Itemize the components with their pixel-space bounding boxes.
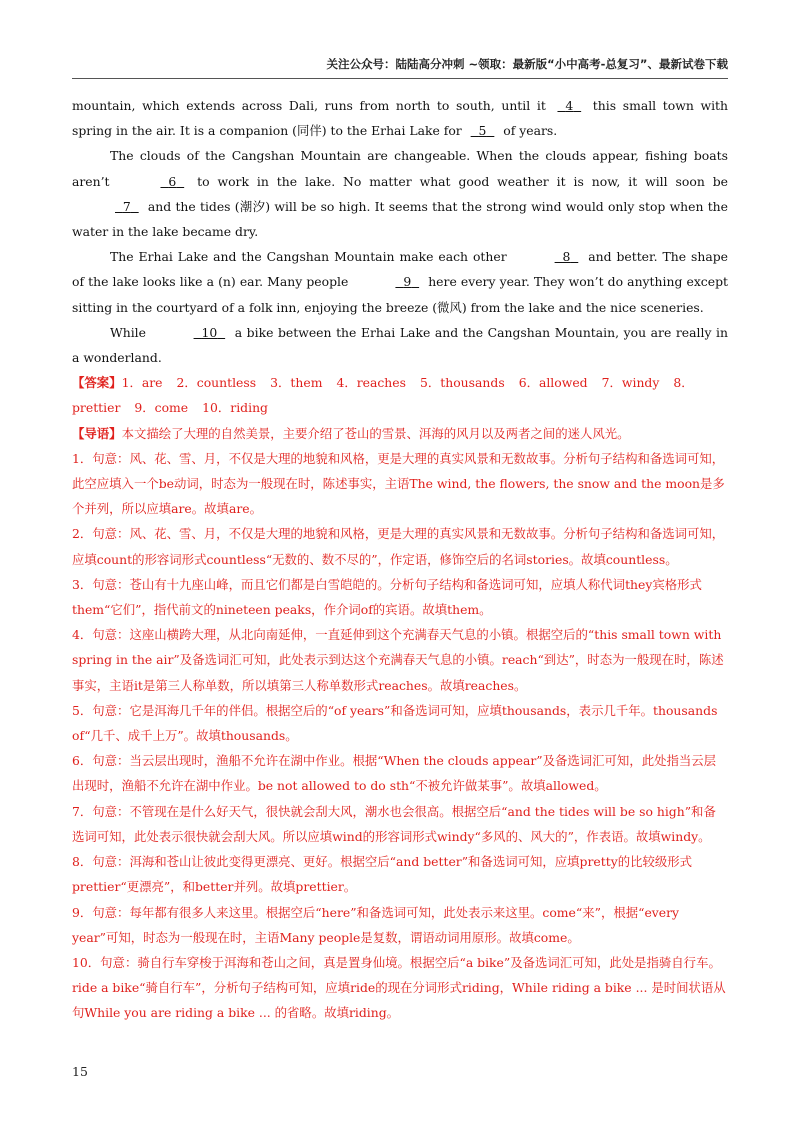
passage-text: The Erhai Lake and the Cangshan Mountain make each other	[110, 249, 512, 265]
explanation-item: 5．句意：它是洱海几千年的伴侣。根据空后的“of years”和备选词可知，应填thousands，表示几千年。thousands of“几千、成千上万”。故填thousands。	[72, 702, 718, 744]
passage-text: The clouds of the Cangshan Mountain are changeable. When the clouds appear, fishing boats aren’t	[72, 148, 728, 189]
explanation-item: 9．句意：每年都有很多人来这里。根据空后“here”和备选词可知，此处表示来这里。come“来”，根据“every year”可知，时态为一般现在时，主语Many people是复数，谓语动词用原形。故填come。	[72, 904, 680, 945]
passage-paragraph	[72, 93, 728, 143]
explanation-item: 2．句意：风、花、雪、月，不仅是大理的地貌和风格，更是大理的真实风景和无数故事。分析句子结构和备选词可知，应填count的形容词形式countless“无数的、数不尽的”，作定语，修饰空后的名词stories。故填countless。	[72, 526, 725, 567]
answer-item: 9．come	[134, 400, 189, 416]
passage-paragraph	[72, 244, 728, 320]
answer-blank: 5	[478, 123, 487, 139]
passage-text: While	[110, 324, 151, 340]
explanation-item: 8．句意：洱海和苍山让彼此变得更漂亮、更好。根据空后“and better”和备选词可知，应填pretty的比较级形式prettier“更漂亮”，和better并列。故填prettier。	[72, 854, 693, 895]
explanation-item: 7．句意：不管现在是什么好天气，很快就会刮大风，潮水也会很高。根据空后“and the tides will be so high”和备选词可知，此处表示很快就会刮大风。所以应填wind的形容词形式windy“多风的、风大的”，作表语。故填windy。	[72, 803, 716, 844]
passage-text: and better. The shape of the lake looks like a (n) ear. Many people	[72, 249, 728, 290]
passage-paragraph	[72, 143, 728, 244]
explanation-item: 10．句意：骑自行车穿梭于洱海和苍山之间，真是置身仙境。根据空后“a bike”及备选词汇可知，此处是指骑自行车。ride a bike“骑自行车”，分析句子结构可知，应填ride的现在分词形式riding，While riding a bike ... 是时间状语从句While you are riding a bike ... 的省略。故填riding。	[72, 954, 726, 1021]
answer-line	[72, 370, 728, 420]
guide-text: 本文描绘了大理的自然美景，主要介绍了苍山的雪景、洱海的风月以及两者之间的迷人风光。	[121, 425, 630, 441]
answer-blank: 10	[201, 324, 218, 340]
answer-blank: 4	[565, 98, 574, 113]
passage-text: a bike between the Erhai Lake and the Cangshan Mountain, you are really in a wonderland.	[72, 324, 728, 366]
guide-paragraph	[72, 421, 728, 446]
passage-text: here every year. They won’t do anything except sitting in the courtyard of a folk inn, enjoying the breeze (微风) from the lake and the nice sceneries.	[72, 274, 728, 315]
answer-blank: 8	[562, 249, 571, 265]
page-content	[72, 93, 728, 1026]
answer-label: 【答案】	[72, 375, 122, 391]
explanations	[72, 446, 728, 1026]
answer-item: 3．them	[270, 375, 323, 391]
answer-item: 2．countless	[176, 375, 257, 391]
passage-text: to work in the lake. No matter what good weather it is now, it will soon be	[189, 173, 729, 189]
answer-item: 5．thousands	[419, 375, 505, 391]
explanation-item: 3．句意：苍山有十九座山峰，而且它们都是白雪皑皑的。分析句子结构和备选词可知，应填人称代词they宾格形式them“它们”，指代前文的nineteen peaks，作介词of的宾语。故填them。	[72, 576, 702, 618]
page-number: 15	[72, 1064, 88, 1079]
answer-blank: 6	[168, 173, 177, 189]
answer-items	[72, 375, 694, 415]
page-header: 关注公众号：陆陆高分冲刺 ~领取：最新版“小中高考-总复习”、最新试卷下载	[326, 57, 728, 71]
answer-item: 4．reaches	[336, 375, 406, 391]
answer-item: 7．windy	[601, 375, 660, 391]
answer-item: 10．riding	[202, 400, 268, 416]
passage-text: and the tides (潮汐) will be so high. It seems that the strong wind would only stop when the water in the lake became dry.	[72, 198, 728, 240]
guide-label: 【导语】	[72, 425, 122, 441]
answer-blank: 9	[403, 274, 412, 290]
passage-text: mountain, which extends across Dali, runs from north to south, until it	[72, 98, 553, 113]
passage-text: this small town with spring in the air. It is a companion (同伴) to the Erhai Lake for	[72, 98, 729, 139]
explanation-item: 4．句意：这座山横跨大理，从北向南延伸，一直延伸到这个充满春天气息的小镇。根据空后的“this small town with spring in the air”及备选词汇可知，此处表示到达这个充满春天气息的小镇。reach“到达”，时态为一般现在时，陈述事实，主语it是第三人称单数，所以填第三人称单数形式reaches。故填reaches。	[72, 627, 724, 693]
answer-item: 6．allowed	[518, 375, 588, 391]
answer-item: 1．are	[121, 375, 163, 391]
explanation-item: 1．句意：风、花、雪、月，不仅是大理的地貌和风格，更是大理的真实风景和无数故事。分析句子结构和备选词可知，此空应填入一个be动词，时态为一般现在时，陈述事实，主语The wind, the flowers, the snow and the moon是多个并列，所以应填are。故填are。	[72, 450, 725, 517]
passage-paragraph	[72, 320, 728, 370]
explanation-item: 6．句意：当云层出现时，渔船不允许在湖中作业。根据“When the clouds appear”及备选词汇可知，此处指当云层出现时，渔船不允许在湖中作业。be not allowed to do sth“不被允许做某事”。故填allowed。	[72, 753, 717, 794]
answer-item: 8．prettier	[72, 375, 694, 416]
passage-text: of years.	[499, 123, 558, 139]
passage	[72, 93, 728, 370]
header-divider	[72, 78, 728, 79]
answer-blank: 7	[122, 198, 131, 214]
